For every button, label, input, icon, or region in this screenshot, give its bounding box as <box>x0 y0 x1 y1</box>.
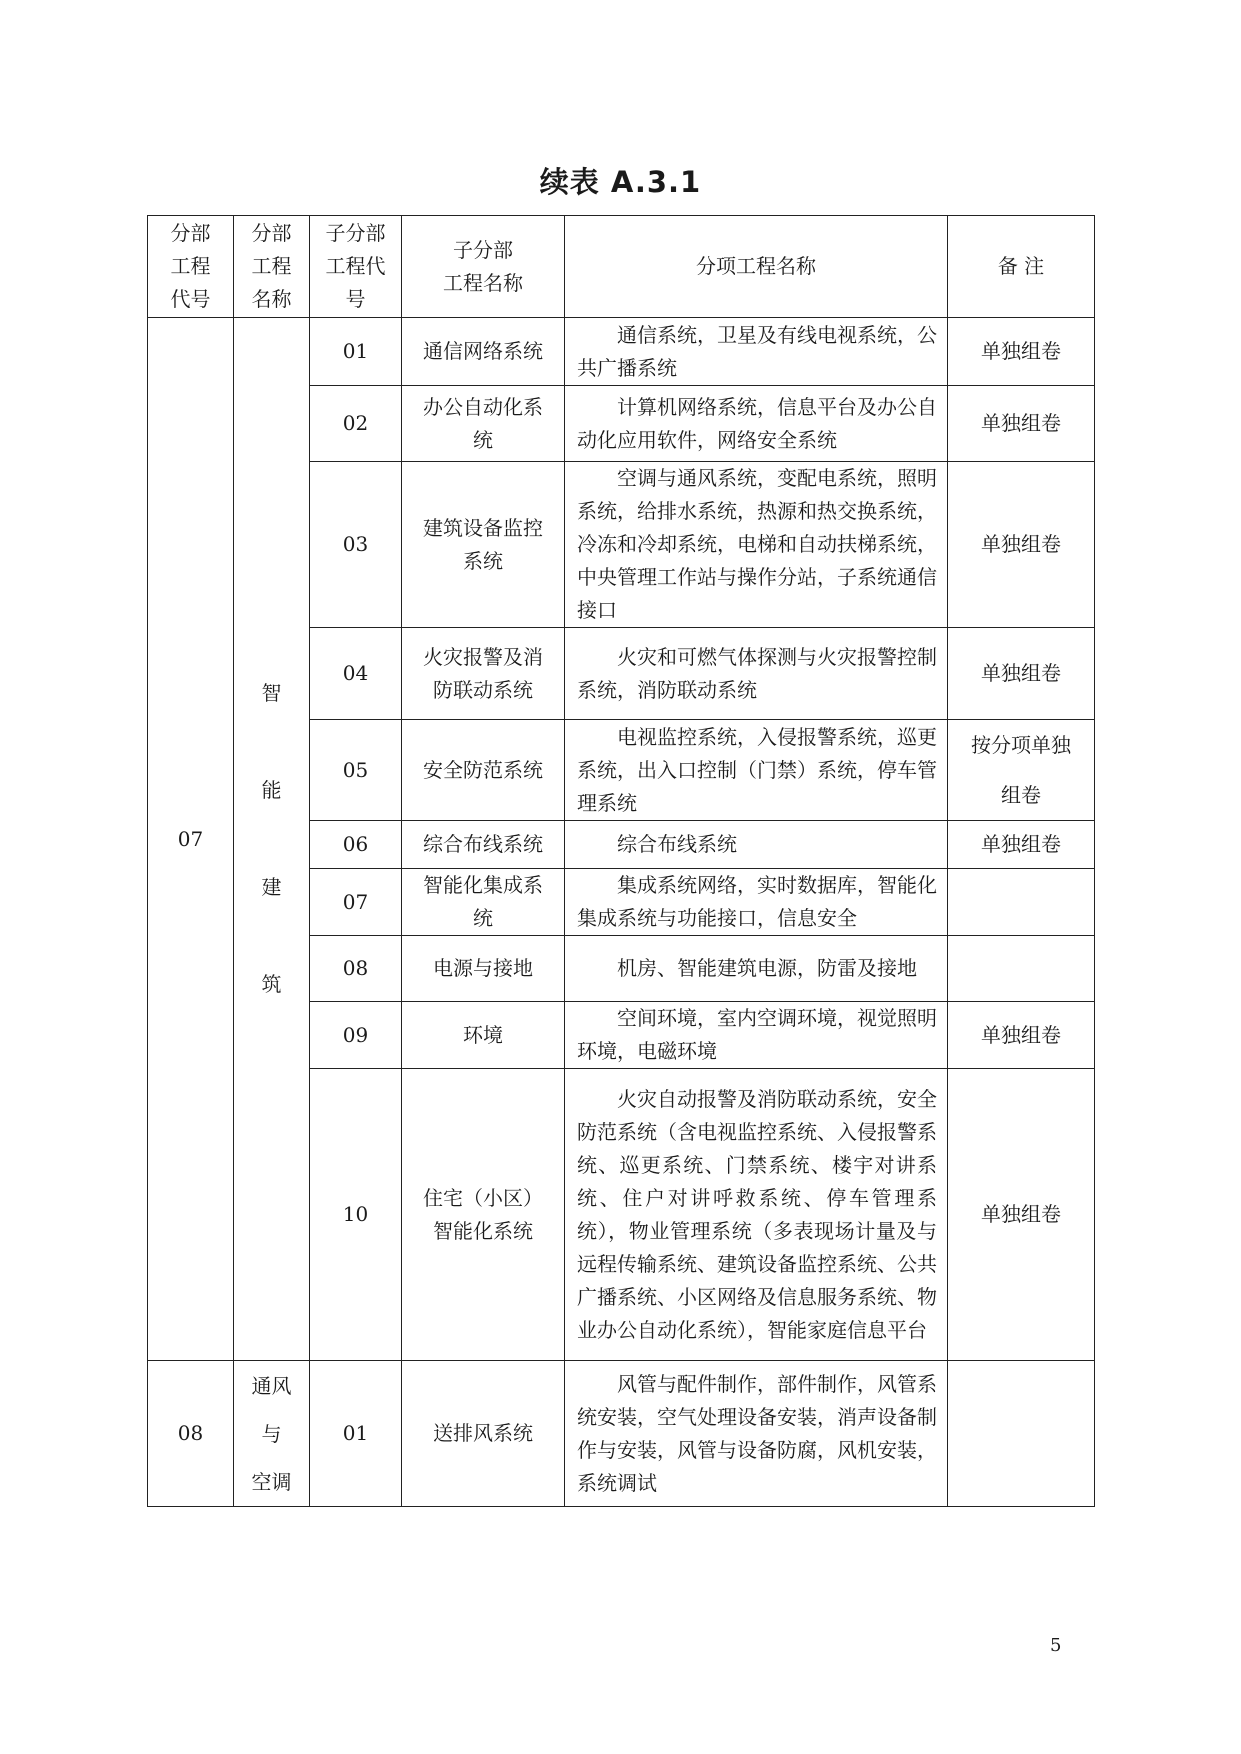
sub-code: 03 <box>310 462 402 628</box>
sub-name <box>402 869 565 936</box>
note-cell: 单独组卷 <box>948 1069 1095 1361</box>
items-text: 空间环境，室内空调环境，视觉照明环境，电磁环境 <box>577 1006 937 1063</box>
sub-name-line: 火灾报警及消 <box>423 644 543 669</box>
group-name <box>234 318 310 1361</box>
sub-name <box>402 1069 565 1361</box>
table-row <box>148 1361 1095 1507</box>
sub-name-line: 安全防范系统 <box>423 757 543 782</box>
sub-name-line: 智能化集成系 <box>423 873 543 897</box>
items-cell <box>565 720 948 821</box>
header-sub-name <box>402 216 565 318</box>
sub-name-line: 综合布线系统 <box>423 832 543 856</box>
items-cell <box>565 1361 948 1507</box>
items-cell <box>565 1069 948 1361</box>
sub-name <box>402 821 565 869</box>
sub-name-line: 办公自动化系 <box>423 394 543 419</box>
note-line: 按分项单独 <box>971 733 1071 757</box>
sub-code: 02 <box>310 386 402 462</box>
group-name-char: 通风 <box>251 1373 292 1398</box>
note-cell <box>948 1361 1095 1507</box>
note-cell <box>948 720 1095 821</box>
sub-name <box>402 628 565 720</box>
items-text: 电视监控系统，入侵报警系统，巡更系统，出入口控制（门禁）系统，停车管理系统 <box>577 724 937 815</box>
header-sub-code-line: 工程代 <box>325 254 386 278</box>
header-name-line: 分部 <box>251 221 292 245</box>
group-name-char: 智 <box>261 681 282 705</box>
items-cell <box>565 821 948 869</box>
group-code: 07 <box>148 318 234 1361</box>
sub-name <box>402 936 565 1002</box>
sub-code: 01 <box>310 1361 402 1507</box>
note-cell: 单独组卷 <box>948 1002 1095 1069</box>
header-sub-name-line: 工程名称 <box>443 270 523 295</box>
items-text: 计算机网络系统，信息平台及办公自动化应用软件，网络安全系统 <box>577 394 937 452</box>
sub-name-line: 统 <box>473 906 493 930</box>
sub-name-line: 建筑设备监控 <box>423 515 543 540</box>
note-cell: 单独组卷 <box>948 318 1095 386</box>
header-name-line: 名称 <box>251 287 292 311</box>
sub-code: 05 <box>310 720 402 821</box>
header-note: 备 注 <box>948 216 1095 318</box>
sub-name-line: 统 <box>473 427 493 452</box>
table-row <box>148 318 1095 386</box>
note-cell: 单独组卷 <box>948 386 1095 462</box>
header-code-line: 代号 <box>170 287 211 311</box>
items-cell <box>565 1002 948 1069</box>
sub-code: 04 <box>310 628 402 720</box>
header-name-line: 工程 <box>251 254 292 278</box>
items-text: 火灾自动报警及消防联动系统，安全防范系统（含电视监控系统、入侵报警系统、巡更系统、门禁系统、楼宇对讲系统、住户对讲呼救系统、停车管理系统），物业管理系统（多表现场计量及与远程传输系统、建筑设备监控系统、公共广播系统、小区网络及信息服务系统、物业办公自动化系统），智能家庭信息平台 <box>577 1086 937 1342</box>
sub-code: 06 <box>310 821 402 869</box>
header-sub-code-line: 号 <box>345 287 366 311</box>
sub-name-line: 住宅（小区） <box>423 1185 543 1210</box>
sub-name-line: 通信网络系统 <box>423 339 543 363</box>
header-sub-name-line: 子分部 <box>453 237 513 262</box>
sub-name <box>402 720 565 821</box>
sub-code: 09 <box>310 1002 402 1069</box>
note-cell: 单独组卷 <box>948 462 1095 628</box>
sub-name <box>402 318 565 386</box>
items-cell <box>565 628 948 720</box>
header-sub-code <box>310 216 402 318</box>
group-name-char: 筑 <box>261 972 282 996</box>
header-row <box>148 216 1095 318</box>
note-cell: 单独组卷 <box>948 821 1095 869</box>
sub-name <box>402 386 565 462</box>
items-text: 风管与配件制作，部件制作，风管系统安装，空气处理设备安装，消声设备制作与安装，风管与设备防腐，风机安装，系统调试 <box>577 1371 937 1495</box>
items-cell <box>565 386 948 462</box>
group-name-char: 能 <box>261 778 282 802</box>
sub-code: 10 <box>310 1069 402 1361</box>
note-line: 组卷 <box>1001 783 1041 807</box>
header-code <box>148 216 234 318</box>
note-cell <box>948 869 1095 936</box>
sub-name-line: 送排风系统 <box>433 1421 533 1445</box>
sub-name-line: 系统 <box>463 548 503 573</box>
table-title: 续表 A.3.1 <box>539 165 702 199</box>
items-text: 机房、智能建筑电源，防雷及接地 <box>617 956 917 980</box>
header-code-line: 工程 <box>170 254 211 278</box>
note-cell <box>948 936 1095 1002</box>
items-cell <box>565 936 948 1002</box>
project-table <box>147 215 1095 1507</box>
header-name <box>234 216 310 318</box>
sub-code: 07 <box>310 869 402 936</box>
items-cell <box>565 318 948 386</box>
items-text: 集成系统网络，实时数据库，智能化集成系统与功能接口，信息安全 <box>577 873 937 930</box>
items-text: 综合布线系统 <box>617 832 737 856</box>
items-text: 空调与通风系统，变配电系统，照明系统，给排水系统，热源和热交换系统，冷冻和冷却系统，电梯和自动扶梯系统，中央管理工作站与操作分站，子系统通信接口 <box>577 466 937 622</box>
page-number: 5 <box>1050 1635 1062 1656</box>
group-name-char: 与 <box>261 1421 282 1446</box>
sub-name-line: 防联动系统 <box>433 677 533 702</box>
group-name-char: 空调 <box>251 1469 292 1494</box>
header-sub-code-line: 子分部 <box>325 221 386 245</box>
group-name <box>234 1361 310 1507</box>
sub-code: 01 <box>310 318 402 386</box>
items-cell <box>565 869 948 936</box>
sub-name-line: 智能化系统 <box>433 1218 533 1243</box>
items-cell <box>565 462 948 628</box>
sub-name <box>402 1361 565 1507</box>
sub-name <box>402 462 565 628</box>
group-name-char: 建 <box>261 875 282 899</box>
header-items: 分项工程名称 <box>565 216 948 318</box>
sub-name-line: 环境 <box>463 1022 503 1047</box>
items-text: 火灾和可燃气体探测与火灾报警控制系统，消防联动系统 <box>577 644 937 702</box>
sub-code: 08 <box>310 936 402 1002</box>
note-cell: 单独组卷 <box>948 628 1095 720</box>
sub-name-line: 电源与接地 <box>433 956 533 980</box>
header-code-line: 分部 <box>170 221 211 245</box>
items-text: 通信系统，卫星及有线电视系统，公共广播系统 <box>577 322 937 380</box>
sub-name <box>402 1002 565 1069</box>
group-code: 08 <box>148 1361 234 1507</box>
